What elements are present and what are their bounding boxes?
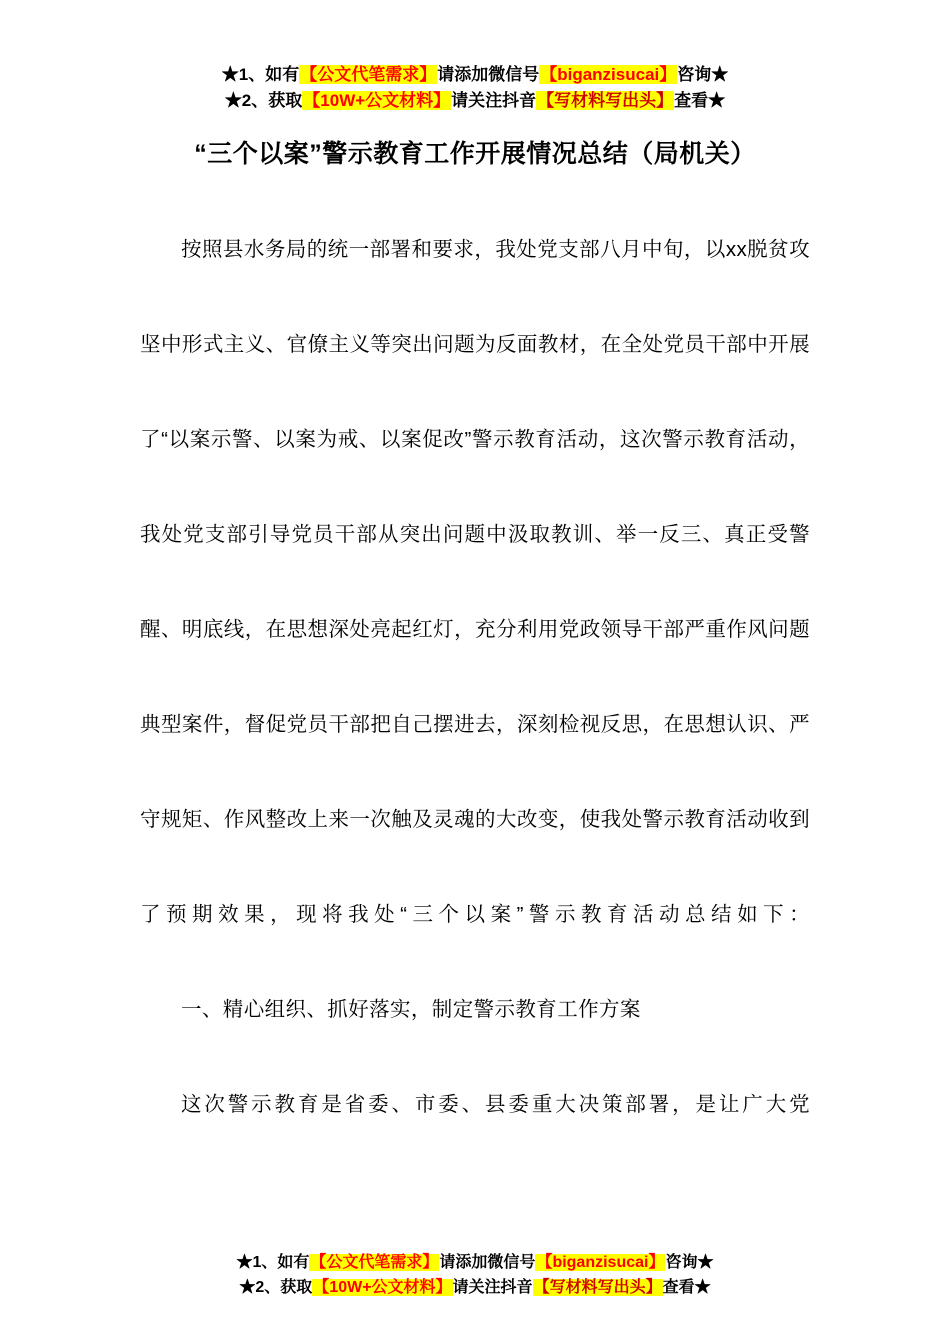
promo-bottom-line1-highlight1: 【公文代笔需求】 — [310, 1254, 439, 1271]
page-title: “三个以案”警示教育工作开展情况总结（局机关） — [194, 140, 756, 168]
promo-line2-prefix: ★2、获取 — [224, 91, 303, 110]
promo-banner-bottom — [0, 1250, 950, 1300]
promo-banner-top-line1 — [140, 62, 810, 88]
promo-banner-bottom-line2 — [0, 1275, 950, 1300]
promo-bottom-line1-prefix: ★1、如有 — [236, 1254, 310, 1271]
promo-bottom-line2-highlight1: 【10W+公文材料】 — [313, 1279, 452, 1296]
promo-bottom-line2-tail: 查看★ — [662, 1279, 711, 1296]
promo-line1-tail: 咨询★ — [677, 65, 729, 84]
promo-line1-prefix: ★1、如有 — [221, 65, 300, 84]
promo-bottom-line1-mid: 请添加微信号 — [439, 1254, 536, 1271]
promo-bottom-line1-tail: 咨询★ — [665, 1254, 714, 1271]
paragraph-intro: 按照县水务局的统一部署和要求，我处党支部八月中旬，以xx脱贫攻坚中形式主义、官僚主义等突出问题为反面教材，在全处党员干部中开展了“以案示警、以案为戒、以案促改”警示教育活动，这次警示教育活动，我处党支部引导党员干部从突出问题中汲取教训、举一反三、真正受警醒、明底线，在思想深处亮起红灯，充分利用党政领导干部严重作风问题典型案件，督促党员干部把自己摆进去，深刻检视反思，在思想认识、严守规矩、作风整改上来一次触及灵魂的大改变，使我处警示教育活动收到了预期效果，现将我处“三个以案”警示教育活动总结如下： — [140, 238, 810, 926]
promo-banner-top-line2 — [140, 88, 810, 114]
paragraph-section-heading-1: 一、精心组织、抓好落实，制定警示教育工作方案 — [181, 998, 641, 1021]
promo-line1-highlight1: 【公文代笔需求】 — [300, 65, 437, 84]
promo-bottom-line2-highlight2: 【写材料写出头】 — [533, 1279, 662, 1296]
promo-line1-highlight2: 【biganzisucai】 — [540, 65, 677, 84]
promo-line2-highlight2: 【写材料写出头】 — [537, 91, 674, 110]
promo-bottom-line2-mid: 请关注抖音 — [452, 1279, 533, 1296]
paragraph-section-1-text: 这次警示教育是省委、市委、县委重大决策部署，是让广大党 — [181, 1093, 810, 1116]
document-body — [140, 202, 810, 1152]
promo-line2-highlight1: 【10W+公文材料】 — [303, 91, 451, 110]
promo-banner-bottom-line1 — [0, 1250, 950, 1275]
promo-line1-mid: 请添加微信号 — [437, 65, 540, 84]
promo-bottom-line2-prefix: ★2、获取 — [239, 1279, 313, 1296]
promo-line2-mid: 请关注抖音 — [451, 91, 537, 110]
promo-line2-tail: 查看★ — [674, 91, 726, 110]
promo-bottom-line1-highlight2: 【biganzisucai】 — [536, 1254, 665, 1271]
promo-banner-top — [140, 0, 810, 114]
